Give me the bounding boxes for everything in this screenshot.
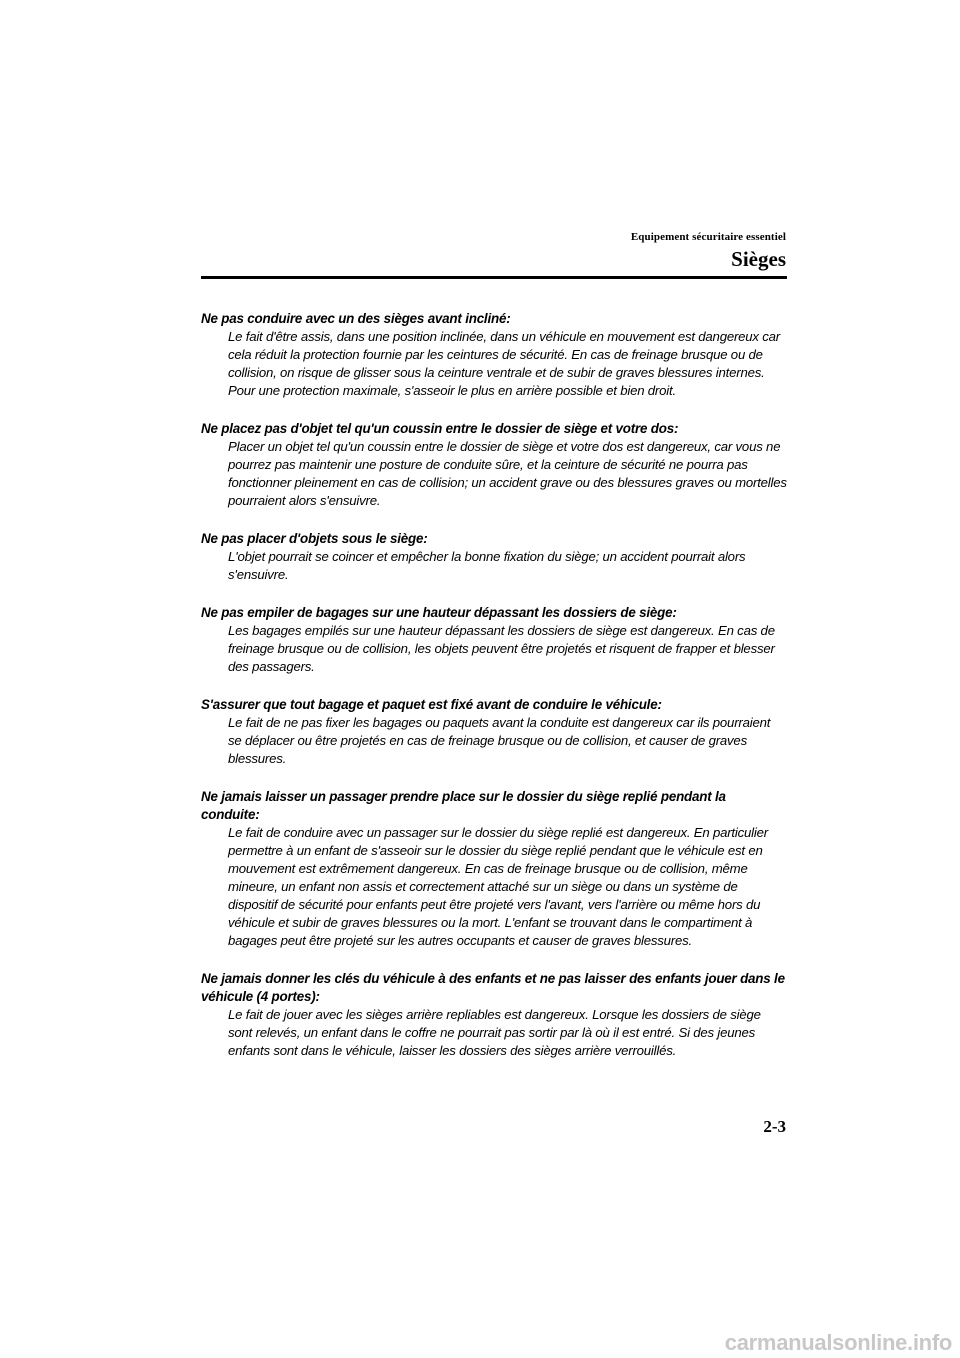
- warning-title: S'assurer que tout bagage et paquet est fixé avant de conduire le véhicule:: [201, 697, 662, 712]
- warning-item: [201, 970, 787, 1060]
- section-label: Equipement sécuritaire essentiel: [630, 231, 786, 243]
- warning-title: Ne pas empiler de bagages sur une hauteur dépassant les dossiers de siège:: [201, 605, 677, 620]
- warning-body: Placer un objet tel qu'un coussin entre le dossier de siège et votre dos est dangereux, car vous ne pourrez pas maintenir une posture de conduite sûre, et la ceinture de sécurité ne pourra pas fonctionner pleinement en cas de collision; un accident grave ou des blessures graves ou mortelles pourraient alors s'ensuivre.: [228, 439, 787, 508]
- header-divider: [201, 276, 787, 279]
- warning-item: [201, 420, 787, 510]
- warning-body: L'objet pourrait se coincer et empêcher la bonne fixation du siège; un accident pourrait alors s'ensuivre.: [228, 549, 746, 582]
- warning-item: [201, 696, 787, 768]
- warning-body: Les bagages empilés sur une hauteur dépassant les dossiers de siège est dangereux. En cas de freinage brusque ou de collision, les objets peuvent être projetés et risquent de frapper et blesser des passagers.: [228, 623, 775, 674]
- warnings-list: [201, 310, 787, 1080]
- warning-title: Ne jamais donner les clés du véhicule à des enfants et ne pas laisser des enfants jouer dans le véhicule (4 portes):: [201, 971, 785, 1004]
- page-header: [631, 230, 786, 272]
- warning-title: Ne jamais laisser un passager prendre place sur le dossier du siège replié pendant la conduite:: [201, 789, 726, 822]
- warning-item: [201, 310, 787, 400]
- page-number: 2-3: [763, 1117, 786, 1136]
- warning-title: Ne placez pas d'objet tel qu'un coussin entre le dossier de siège et votre dos:: [201, 421, 679, 436]
- warning-item: [201, 788, 787, 950]
- warning-title: Ne pas placer d'objets sous le siège:: [201, 531, 428, 546]
- warning-body: Le fait d'être assis, dans une position inclinée, dans un véhicule en mouvement est dangereux car cela réduit la protection fournie par les ceintures de sécurité. En cas de freinage brusque ou de collision, on risque de glisser sous la ceinture ventrale et de subir de graves blessures internes. Pour une protection maximale, s'asseoir le plus en arrière possible et bien droit.: [228, 329, 780, 398]
- warning-item: [201, 604, 787, 676]
- warning-title: Ne pas conduire avec un des sièges avant incliné:: [201, 311, 511, 326]
- watermark: carmanualsonline.info: [724, 1330, 952, 1355]
- warning-body: Le fait de ne pas fixer les bagages ou paquets avant la conduite est dangereux car ils pourraient se déplacer ou être projetés en cas de freinage brusque ou de collision, et causer de graves blessures.: [228, 715, 771, 766]
- chapter-title: Sièges: [731, 247, 786, 271]
- warning-body: Le fait de conduire avec un passager sur le dossier du siège replié est dangereux. En particulier permettre à un enfant de s'asseoir sur le dossier du siège replié pendant que le véhicule est en mouvement est extrêmement dangereux. En cas de freinage brusque ou de collision, même mineure, un enfant non assis et correctement attaché sur un siège ou dans un système de dispositif de sécurité pour enfants peut être projeté vers l'avant, vers l'arrière ou même hors du véhicule et subir de graves blessures ou la mort. L'enfant se trouvant dans le compartiment à bagages peut être projeté sur les autres occupants et causer de graves blessures.: [228, 825, 768, 948]
- warning-item: [201, 530, 787, 584]
- warning-body: Le fait de jouer avec les sièges arrière repliables est dangereux. Lorsque les dossiers de siège sont relevés, un enfant dans le coffre ne pourrait pas sortir par là où il est entré. Si des jeunes enfants sont dans le véhicule, laisser les dossiers des sièges arrière verrouillés.: [228, 1007, 761, 1058]
